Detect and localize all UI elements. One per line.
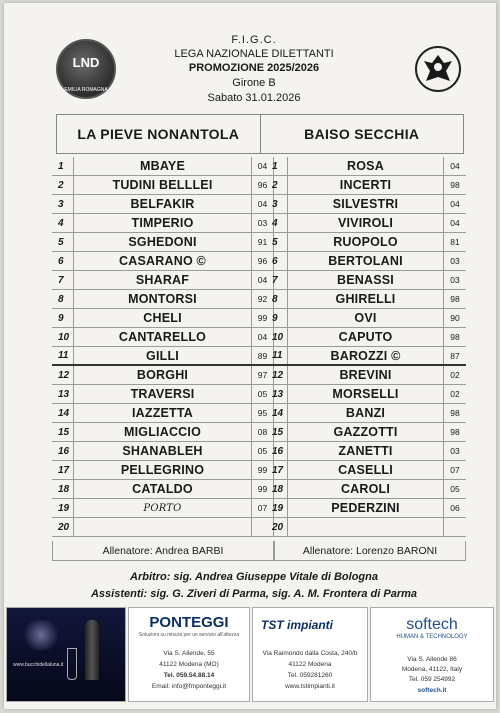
sponsor3-web: www.tstimpianti.it: [285, 683, 335, 690]
sponsor-ponteggi: [128, 607, 250, 702]
player-row: [266, 157, 466, 176]
player-name: SGHEDONI: [74, 233, 252, 251]
home-team-name: LA PIEVE NONANTOLA: [57, 115, 261, 153]
lnd-logo-text: LND: [72, 55, 100, 70]
birth-year: 98: [450, 427, 460, 437]
sponsor3-phone: Tel. 059281260: [287, 672, 333, 679]
player-name: ZANETTI: [288, 442, 444, 460]
sponsor2-address2: 41122 Modena (MO): [159, 661, 219, 668]
player-row: [266, 423, 466, 442]
shirt-number: 16: [52, 442, 74, 460]
player-name: MIGLIACCIO: [74, 423, 252, 441]
shirt-number: 17: [52, 461, 74, 479]
sponsor3-address1: Via Raimondo dalla Costa, 240/b: [262, 650, 358, 657]
birth-year: 81: [450, 237, 460, 247]
sponsor2-tagline: Soluzioni su misura per un servizio all'altezza: [138, 632, 240, 638]
player-row: [266, 347, 466, 366]
shirt-number: 12: [52, 366, 74, 384]
sponsor3-name: TST impianti: [261, 618, 333, 632]
player-name: OVI: [288, 309, 444, 327]
birth-year: 96: [252, 252, 274, 270]
league-label: LEGA NAZIONALE DILETTANTI: [174, 48, 334, 60]
player-row: [266, 366, 466, 385]
birth-year: 96: [252, 176, 274, 194]
sponsor4-name: softech: [406, 616, 458, 633]
sponsor3-address2: 41122 Modena: [288, 661, 332, 668]
group-label: Girone B: [232, 77, 276, 89]
player-name: PORTO: [74, 499, 252, 517]
birth-year: 04: [252, 271, 274, 289]
player-row: [52, 290, 274, 309]
match-date: Sabato 31.01.2026: [207, 92, 301, 104]
player-row: [52, 252, 274, 271]
player-name: ROSA: [288, 157, 444, 175]
birth-year: 05: [252, 385, 274, 403]
shirt-number: 19: [52, 499, 74, 517]
shirt-number: 18: [266, 480, 288, 498]
player-name: CAROLI: [288, 480, 444, 498]
player-name: [74, 518, 252, 536]
bottle-icon: [85, 620, 99, 680]
shirt-number: 13: [52, 385, 74, 403]
home-roster: [52, 157, 274, 537]
shirt-number: 15: [52, 423, 74, 441]
player-name: MONTORSI: [74, 290, 252, 308]
birth-year: 03: [450, 256, 460, 266]
shirt-number: 7: [266, 271, 288, 289]
player-name: GILLI: [74, 347, 252, 364]
shirt-number: 13: [266, 385, 288, 403]
shirt-number: 10: [52, 328, 74, 346]
birth-year: 02: [450, 370, 460, 380]
player-row: [52, 347, 274, 366]
player-name: RUOPOLO: [288, 233, 444, 251]
player-name: CASARANO ©: [74, 252, 252, 270]
shirt-number: 3: [266, 195, 288, 213]
sponsor2-address1: Via S. Allende, 55: [163, 650, 215, 657]
shirt-number: 9: [52, 309, 74, 327]
player-row: [52, 271, 274, 290]
player-name: TIMPERIO: [74, 214, 252, 232]
player-row: [266, 480, 466, 499]
shirt-number: 10: [266, 328, 288, 346]
shirt-number: 3: [52, 195, 74, 213]
federation-label: F.I.G.C.: [231, 34, 277, 46]
player-name: SHARAF: [74, 271, 252, 289]
player-row: [266, 328, 466, 347]
assistants-line: Assistenti: sig. G. Ziveri di Parma, sig. A. M. Frontera di Parma: [90, 588, 417, 600]
birth-year: 04: [450, 199, 460, 209]
shirt-number: 16: [266, 442, 288, 460]
birth-year: 91: [252, 233, 274, 251]
player-name: SHANABLEH: [74, 442, 252, 460]
player-row: [52, 214, 274, 233]
birth-year: 95: [252, 404, 274, 422]
home-coach: Allenatore: Andrea BARBI: [52, 541, 274, 561]
birth-year: 08: [252, 423, 274, 441]
shirt-number: 8: [266, 290, 288, 308]
player-name: PEDERZINI: [288, 499, 444, 517]
player-name: BERTOLANI: [288, 252, 444, 270]
player-row: [52, 328, 274, 347]
player-name: BORGHI: [74, 366, 252, 384]
glass-icon: [67, 648, 77, 680]
shirt-number: 11: [52, 347, 74, 364]
player-row: [266, 252, 466, 271]
player-name: GAZZOTTI: [288, 423, 444, 441]
competition-label: PROMOZIONE 2025/2026: [188, 62, 320, 74]
birth-year: 04: [450, 161, 460, 171]
player-row: [52, 480, 274, 499]
shirt-number: 17: [266, 461, 288, 479]
birth-year: 03: [450, 275, 460, 285]
player-row: [266, 233, 466, 252]
player-name: IAZZETTA: [74, 404, 252, 422]
player-name: BELFAKIR: [74, 195, 252, 213]
player-row: [52, 499, 274, 518]
birth-year: 98: [450, 408, 460, 418]
player-row: [266, 214, 466, 233]
shirt-number: 2: [52, 176, 74, 194]
shirt-number: 18: [52, 480, 74, 498]
birth-year: 90: [450, 313, 460, 323]
player-row: [52, 442, 274, 461]
birth-year: 89: [252, 347, 274, 364]
player-row: [52, 461, 274, 480]
player-row: [52, 309, 274, 328]
sponsor4-address1: Via S. Allende 86: [407, 656, 457, 663]
sponsor-tst-impianti: [252, 607, 368, 702]
shirt-number: 20: [52, 518, 74, 536]
shirt-number: 1: [266, 157, 288, 175]
player-row: [52, 385, 274, 404]
player-name: BREVINI: [288, 366, 444, 384]
player-row: [266, 176, 466, 195]
birth-year: 04: [252, 195, 274, 213]
birth-year: 05: [450, 484, 460, 494]
away-team-name: BAISO SECCHIA: [304, 126, 420, 142]
shirt-number: 9: [266, 309, 288, 327]
player-name: MBAYE: [74, 157, 252, 175]
shirt-number: 5: [52, 233, 74, 251]
birth-year: 98: [450, 180, 460, 190]
sponsor-softech: [370, 607, 494, 702]
birth-year: [444, 518, 466, 536]
team-names: [56, 114, 464, 154]
player-row: [266, 385, 466, 404]
shirt-number: 4: [266, 214, 288, 232]
birth-year: 03: [252, 214, 274, 232]
shirt-number: 11: [266, 347, 288, 364]
player-row: [52, 518, 274, 537]
player-name: VIVIROLI: [288, 214, 444, 232]
shirt-number: 5: [266, 233, 288, 251]
sponsor4-phone: Tel. 059 254992: [408, 676, 456, 683]
shirt-number: 14: [52, 404, 74, 422]
player-row: [52, 157, 274, 176]
player-name: CHELI: [74, 309, 252, 327]
player-name: CANTARELLO: [74, 328, 252, 346]
player-row: [266, 442, 466, 461]
player-name: SILVESTRI: [288, 195, 444, 213]
player-row: [266, 271, 466, 290]
birth-year: 03: [450, 446, 460, 456]
lnd-logo-region: EMILIA ROMAGNA: [64, 87, 108, 93]
player-row: [52, 423, 274, 442]
sponsor2-phone: Tel. 059.54.88.14: [163, 672, 215, 679]
player-name: CAPUTO: [288, 328, 444, 346]
sponsor-bar: [6, 607, 494, 702]
birth-year: 07: [252, 499, 274, 517]
birth-year: 99: [252, 309, 274, 327]
sponsor4-web: softech.it: [417, 687, 447, 694]
player-name: BENASSI: [288, 271, 444, 289]
player-name: INCERTI: [288, 176, 444, 194]
sponsor1-url: www.bucchidellaluna.it: [13, 662, 64, 668]
lnd-logo: [56, 39, 116, 99]
sponsor2-name: PONTEGGI: [149, 614, 229, 631]
player-row: [266, 309, 466, 328]
shirt-number: 6: [52, 252, 74, 270]
birth-year: 97: [252, 366, 274, 384]
player-name: BAROZZI ©: [288, 347, 444, 364]
shirt-number: 4: [52, 214, 74, 232]
shirt-number: 19: [266, 499, 288, 517]
player-name: GHIRELLI: [288, 290, 444, 308]
birth-year: 02: [450, 389, 460, 399]
player-row: [52, 233, 274, 252]
shirt-number: 6: [266, 252, 288, 270]
birth-year: 07: [450, 465, 460, 475]
moon-glow: [21, 620, 61, 650]
sponsor4-tagline: HUMAN & TECHNOLOGY: [396, 634, 468, 640]
birth-year: 87: [450, 350, 460, 361]
player-name: CASELLI: [288, 461, 444, 479]
player-row: [266, 195, 466, 214]
player-row: [266, 461, 466, 480]
shirt-number: 20: [266, 518, 288, 536]
sponsor2-email: Email: info@fmponteggi.it: [151, 683, 227, 690]
away-coach: Allenatore: Lorenzo BARONI: [274, 541, 466, 561]
player-row: [266, 404, 466, 423]
birth-year: 04: [252, 328, 274, 346]
sponsor-bucchi-della-luna: [6, 607, 126, 702]
shirt-number: 14: [266, 404, 288, 422]
away-roster: [266, 157, 466, 537]
player-name: CATALDO: [74, 480, 252, 498]
birth-year: 92: [252, 290, 274, 308]
baiso-secchia-crest: [414, 41, 462, 101]
sponsor4-address2: Modena, 41122, Italy: [401, 666, 463, 673]
player-row: [52, 176, 274, 195]
birth-year: 05: [252, 442, 274, 460]
referee-line: Arbitro: sig. Andrea Giuseppe Vitale di Bologna: [130, 571, 378, 583]
birth-year: 98: [450, 294, 460, 304]
player-row: [52, 404, 274, 423]
player-row: [52, 366, 274, 385]
birth-year: 04: [252, 157, 274, 175]
player-name: PELLEGRINO: [74, 461, 252, 479]
shirt-number: 12: [266, 366, 288, 384]
birth-year: 99: [252, 480, 274, 498]
player-row: [266, 518, 466, 537]
lineup-sheet: [4, 3, 496, 709]
player-name: [288, 518, 444, 536]
birth-year: 06: [450, 503, 460, 513]
player-row: [52, 195, 274, 214]
birth-year: 98: [450, 332, 460, 342]
player-name: TRAVERSI: [74, 385, 252, 403]
player-name: MORSELLI: [288, 385, 444, 403]
shirt-number: 15: [266, 423, 288, 441]
shirt-number: 8: [52, 290, 74, 308]
shirt-number: 2: [266, 176, 288, 194]
player-name: BANZI: [288, 404, 444, 422]
player-row: [266, 499, 466, 518]
shirt-number: 1: [52, 157, 74, 175]
birth-year: 04: [450, 218, 460, 228]
player-row: [266, 290, 466, 309]
player-name: TUDINI BELLLEI: [74, 176, 252, 194]
birth-year: 99: [252, 461, 274, 479]
shirt-number: 7: [52, 271, 74, 289]
